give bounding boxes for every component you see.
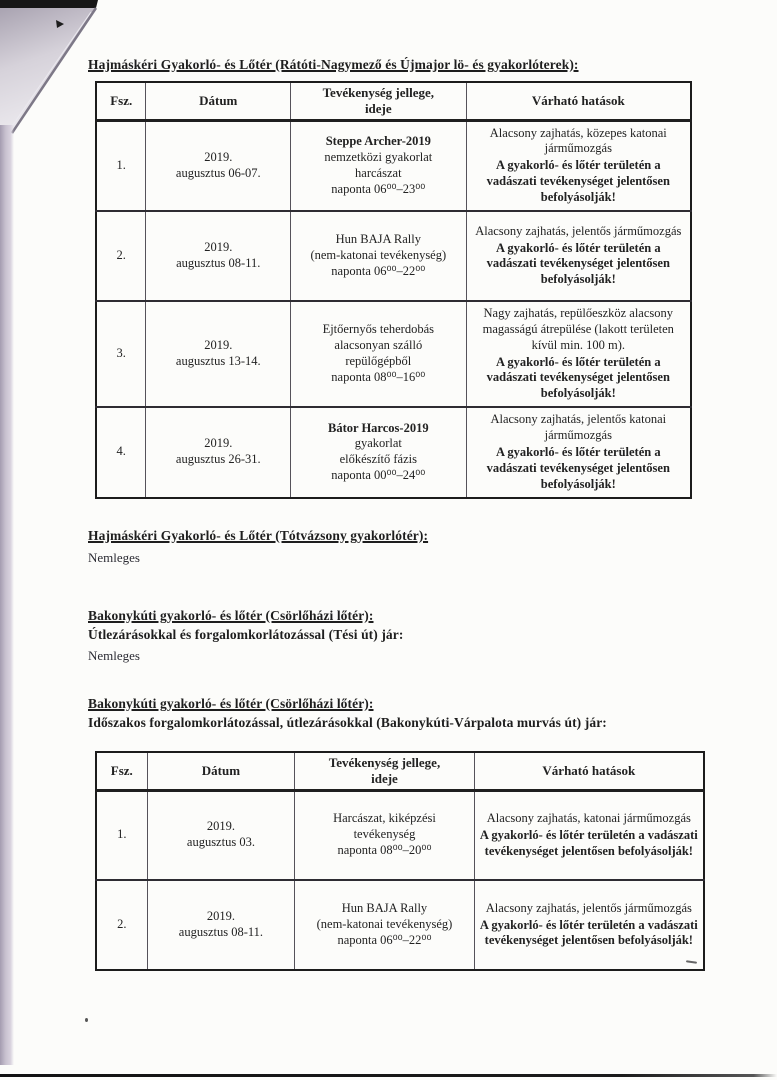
table-row: [96, 301, 691, 407]
activity-line: alacsonyan szálló: [334, 338, 423, 353]
table-row: [96, 407, 691, 497]
activity-line: gyakorlat: [354, 436, 402, 451]
section4-subheading: Időszakos forgalomkorlátozással, útlezárásokkal (Bakonykúti-Várpalota murvás út) jár:: [88, 715, 607, 730]
header-row: [96, 752, 704, 790]
table-row: [96, 211, 691, 301]
date-cell: 2019. augusztus 26-31.: [146, 407, 291, 497]
activity-line: Harcászat, kiképzési: [333, 811, 436, 826]
effects-text: Alacsony zajhatás, jelentős járműmozgás: [485, 900, 692, 915]
activity-title: Steppe Archer-2019: [325, 133, 431, 148]
date-cell: 2019. augusztus 08-11.: [147, 880, 295, 970]
activity-cell: [291, 120, 467, 211]
activity-line: naponta 06⁰⁰–22⁰⁰: [337, 932, 432, 947]
activity-line: nemzetközi gyakorlat: [324, 149, 433, 164]
effects-text: Alacsony zajhatás, katonai járműmozgás: [486, 810, 691, 825]
column-header: Tevékenység jellege, ideje: [291, 82, 467, 120]
column-header: Dátum: [147, 752, 295, 790]
effects-cell: [466, 211, 691, 301]
section3-subheading: Útlezárásokkal és forgalomkorlátozással (Tési út) jár:: [88, 627, 404, 642]
activity-line: Hun BAJA Rally: [335, 232, 422, 247]
activity-table-grid: [95, 751, 705, 971]
scan-edge-band: [0, 125, 14, 1065]
activity-line: előkészítő fázis: [339, 452, 417, 467]
section4-heading: Bakonykúti gyakorló- és lőtér (Csörlőházi lőtér):: [88, 696, 374, 711]
effects-cell: [466, 120, 691, 211]
section2-result: Nemleges: [88, 550, 140, 565]
row-number-cell: 2.: [96, 880, 147, 970]
table-row: [96, 880, 704, 970]
activity-table-1: [95, 81, 692, 499]
row-number-cell: 1.: [96, 790, 147, 880]
effects-text: Nagy zajhatás, repülőeszköz alacsony magasságú átrepülése (lakott területen kívül min. 100 m).: [482, 305, 674, 352]
section2-heading: Hajmáskéri Gyakorló- és Lőtér (Tótvázsony gyakorlótér):: [88, 528, 429, 543]
activity-cell: [295, 790, 474, 880]
effects-text: Alacsony zajhatás, közepes katonai járműmozgás: [489, 125, 667, 156]
activity-line: (nem-katonai tevékenység): [310, 247, 447, 262]
table-row: [96, 120, 691, 211]
activity-cell: [291, 407, 467, 497]
effects-text: Alacsony zajhatás, jelentős katonai járműmozgás: [490, 412, 667, 442]
date-cell: 2019. augusztus 06-07.: [146, 120, 291, 211]
scan-speck: [85, 1018, 88, 1022]
table-row: [96, 790, 704, 880]
row-number-cell: 3.: [96, 301, 146, 407]
section3-heading: Bakonykúti gyakorló- és lőtér (Csörlőházi lőtér):: [88, 608, 374, 623]
effects-text: Alacsony zajhatás, jelentős járműmozgás: [475, 223, 682, 238]
effects-warning: A gyakorló- és lőtér területén a vadászati tevékenységet jelentősen befolyásolják!: [486, 158, 670, 204]
row-number-cell: 2.: [96, 211, 146, 301]
activity-line: repülőgépből: [345, 354, 412, 368]
header-row: [96, 82, 691, 120]
date-cell: 2019. augusztus 13-14.: [146, 301, 291, 407]
activity-title: Bátor Harcos-2019: [328, 420, 429, 435]
effects-warning: A gyakorló- és lőtér területén a vadászati tevékenységet jelentősen befolyásolják!: [486, 354, 670, 401]
activity-cell: [291, 211, 467, 301]
activity-line: naponta 06⁰⁰–23⁰⁰: [331, 181, 426, 196]
date-cell: 2019. augusztus 08-11.: [146, 211, 291, 301]
activity-line: naponta 06⁰⁰–22⁰⁰: [331, 263, 426, 278]
date-cell: 2019. augusztus 03.: [147, 790, 295, 880]
activity-line: naponta 08⁰⁰–16⁰⁰: [331, 369, 426, 384]
column-header: Dátum: [146, 82, 291, 120]
row-number-cell: 1.: [96, 120, 146, 211]
effects-warning: A gyakorló- és lőtér területén a vadászati tevékenységet jelentősen befolyásolják!: [479, 917, 698, 948]
effects-warning: A gyakorló- és lőtér területén a vadászati tevékenységet jelentősen befolyásolják!: [486, 240, 670, 287]
section3-result: Nemleges: [88, 648, 140, 663]
effects-cell: [466, 407, 691, 497]
activity-line: naponta 00⁰⁰–24⁰⁰: [331, 468, 426, 483]
activity-cell: [291, 301, 467, 407]
column-header: Várható hatások: [466, 82, 691, 120]
column-header: Tevékenység jellege, ideje: [295, 752, 474, 790]
activity-line: (nem-katonai tevékenység): [316, 917, 453, 932]
column-header: Fsz.: [96, 82, 146, 120]
section1-heading: Hajmáskéri Gyakorló- és Lőtér (Rátóti-Nagymező és Újmajor lö- és gyakorlóterek):: [88, 57, 579, 72]
activity-table-2: [95, 751, 705, 971]
effects-warning: A gyakorló- és lőtér területén a vadászati tevékenységet jelentősen befolyásolják!: [486, 444, 670, 491]
column-header: Fsz.: [96, 752, 147, 790]
effects-warning: A gyakorló- és lőtér területén a vadászati tevékenységet jelentősen befolyásolják!: [479, 827, 698, 858]
row-number-cell: 4.: [96, 407, 146, 497]
scan-black-bar: [0, 0, 98, 8]
column-header: Várható hatások: [474, 752, 704, 790]
activity-line: Hun BAJA Rally: [341, 901, 428, 916]
effects-cell: [474, 880, 704, 970]
activity-cell: [295, 880, 474, 970]
activity-table-grid: [95, 81, 692, 499]
effects-cell: [466, 301, 691, 407]
activity-line: naponta 08⁰⁰–20⁰⁰: [337, 843, 432, 858]
scan-bottom-edge: [0, 1074, 777, 1077]
effects-cell: [474, 790, 704, 880]
activity-line: tevékenység: [353, 827, 416, 842]
activity-line: harcászat: [355, 165, 402, 180]
activity-line: Ejtőernyős teherdobás: [322, 322, 435, 337]
